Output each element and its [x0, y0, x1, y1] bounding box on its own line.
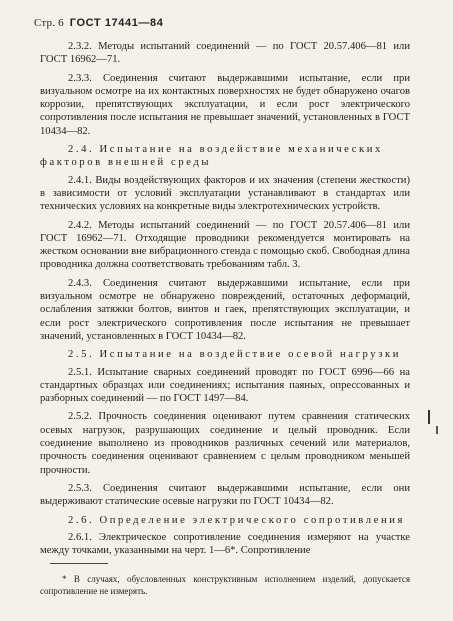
paragraph-2-6-1: 2.6.1. Электрическое сопротивление соединения измеряют на участке между точками, указанными на черт. 1—6*. Сопротивление [40, 531, 410, 557]
footnote-divider [50, 563, 108, 564]
paragraph-2-4-3: 2.4.3. Соединения считают выдержавшими испытание, если при визуальном осмотре не обнаружено повреждений, остаточных деформаций, ослабления затяжки болтов, винтов и гаек, препятствующих эксплуатации, и если рост электрического сопротивления после испытания не превышает значений, установленных в ГОСТ 10434—82. [40, 277, 410, 342]
section-heading-2-6: 2.6. Определение электрического сопротивления [68, 514, 405, 526]
paragraph-2-5-3: 2.5.3. Соединения считают выдержавшими испытание, если они выдерживают статические осевые нагрузки по ГОСТ 10434—82. [40, 482, 410, 508]
footnote: * В случаях, обусловленных конструктивным исполнением изделий, допускается сопротивление не измерять. [40, 574, 410, 597]
section-heading-2-5: 2.5. Испытание на воздействие осевой нагрузки [68, 349, 401, 361]
page-number: Стр. 6 [34, 17, 64, 29]
paragraph-2-3-3: 2.3.3. Соединения считают выдержавшими испытание, если при визуальном осмотре на их контактных поверхностях не будет обнаружено очагов коррозии, препятствующих эксплуатации, и если рост электрического сопротивления после испытания не превышает значений, установленных в ГОСТ 10434—82. [40, 72, 410, 137]
paragraph-2-4-2: 2.4.2. Методы испытаний соединений — по ГОСТ 20.57.406—81 или ГОСТ 16962—71. Отходящие проводники рекомендуется монтировать на жестком основании вне вибрационного стенда с помощью скоб. Свободная длина проводника должна соответствовать требованиям табл. 3. [40, 219, 410, 271]
margin-mark-small [436, 426, 438, 434]
page-header [34, 17, 163, 29]
document-body [40, 40, 410, 606]
paragraph-2-4-1: 2.4.1. Виды воздействующих факторов и их значения (степени жесткости) в зависимости от условий эксплуатации устанавливают в стандартах или технических условиях на конкретные виды электротехнических устройств. [40, 174, 410, 213]
margin-mark [428, 410, 430, 424]
paragraph-2-3-2: 2.3.2. Методы испытаний соединений — по ГОСТ 20.57.406—81 или ГОСТ 16962—71. [40, 41, 410, 66]
section-heading-2-4: 2.4. Испытание на воздействие механических факторов внешней среды [40, 144, 383, 169]
paragraph-2-5-1: 2.5.1. Испытание сварных соединений проводят по ГОСТ 6996—66 на стандартных образцах или соединениях; испытания паяных, опрессованных и разборных соединений — по ГОСТ 1497—84. [40, 366, 410, 405]
paragraph-2-5-2: 2.5.2. Прочность соединения оценивают путем сравнения статических осевых нагрузок, разрушающих соединение и целый проводник. Если соединение выполнено из проводников различных сечений или материалов, прочность соединения оценивают сравнением с целым проводником меньшей прочности. [40, 411, 410, 476]
standard-code: ГОСТ 17441—84 [69, 17, 164, 29]
